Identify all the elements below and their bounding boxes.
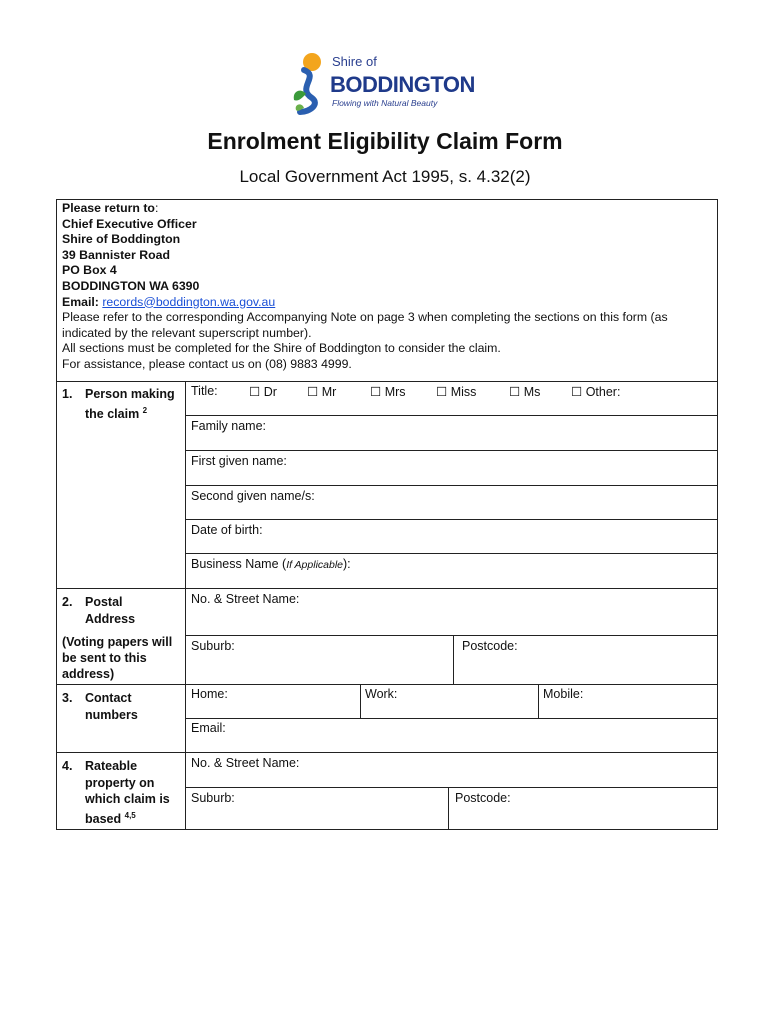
section-4-label: 4. Rateable property on which claim is based $^{4,5}$ bbox=[62, 759, 170, 826]
divider bbox=[56, 381, 718, 382]
title-checkbox-ms[interactable]: ☐ Ms bbox=[509, 385, 541, 399]
page-subtitle: Local Government Act 1995, s. 4.32(2) bbox=[239, 167, 531, 186]
property-street-field[interactable]: No. & Street Name: bbox=[191, 756, 300, 770]
divider bbox=[360, 684, 361, 718]
section-2-note: (Voting papers will be sent to this address) bbox=[62, 635, 173, 681]
return-label: Please return to bbox=[62, 201, 155, 215]
title-checkbox-dr[interactable]: ☐ Dr bbox=[249, 385, 277, 399]
return-line: Chief Executive Officer bbox=[62, 216, 197, 231]
divider bbox=[56, 684, 718, 685]
property-postcode-field[interactable]: Postcode: bbox=[455, 791, 511, 805]
divider bbox=[185, 519, 718, 520]
postal-street-field[interactable]: No. & Street Name: bbox=[191, 592, 300, 606]
divider bbox=[56, 752, 718, 753]
divider bbox=[185, 381, 186, 830]
business-name-field[interactable]: Business Name (If Applicable): bbox=[191, 557, 351, 571]
email-label: Email: bbox=[62, 294, 99, 309]
work-phone-field[interactable]: Work: bbox=[365, 687, 398, 701]
family-name-field[interactable]: Family name: bbox=[191, 419, 267, 433]
shire-logo bbox=[290, 50, 500, 118]
note-text: Please refer to the corresponding Accompanying Note on page 3 when completing the sections on this form (as indicated by the relevant superscript number). bbox=[62, 310, 668, 340]
return-line: Shire of Boddington bbox=[62, 232, 181, 247]
divider bbox=[56, 588, 718, 589]
divider bbox=[185, 485, 718, 486]
return-line: BODDINGTON WA 6390 bbox=[62, 278, 200, 293]
home-phone-field[interactable]: Home: bbox=[191, 687, 228, 701]
divider bbox=[185, 415, 718, 416]
return-line: PO Box 4 bbox=[62, 263, 117, 278]
second-name-field[interactable]: Second given name/s: bbox=[191, 489, 315, 503]
section-2-label: 2. Postal Address bbox=[62, 595, 136, 626]
postal-postcode-field[interactable]: Postcode: bbox=[462, 639, 518, 653]
dob-field[interactable]: Date of birth: bbox=[191, 523, 263, 537]
note-text: For assistance, please contact us on (08) 9883 4999. bbox=[62, 356, 352, 371]
logo-line2: BODDINGTON bbox=[330, 72, 475, 97]
return-line: 39 Bannister Road bbox=[62, 247, 170, 262]
postal-suburb-field[interactable]: Suburb: bbox=[191, 639, 235, 653]
title-checkbox-mr[interactable]: ☐ Mr bbox=[307, 385, 337, 399]
divider bbox=[185, 787, 718, 788]
title-checkbox-other[interactable]: ☐ Other: bbox=[571, 385, 621, 399]
title-checkbox-miss[interactable]: ☐ Miss bbox=[436, 385, 477, 399]
note-text: All sections must be completed for the Shire of Boddington to consider the claim. bbox=[62, 341, 501, 356]
mobile-phone-field[interactable]: Mobile: bbox=[543, 687, 584, 701]
page-title: Enrolment Eligibility Claim Form bbox=[207, 128, 563, 154]
email-field[interactable]: Email: bbox=[191, 721, 226, 735]
divider bbox=[185, 718, 718, 719]
divider bbox=[185, 450, 718, 451]
divider bbox=[453, 635, 454, 684]
divider bbox=[538, 684, 539, 718]
email-link[interactable]: records@boddington.wa.gov.au bbox=[102, 294, 276, 309]
logo-tagline: Flowing with Natural Beauty bbox=[332, 98, 438, 108]
return-block: Please return to: Chief Executive Officer Shire of Boddington 39 Bannister Road PO Box 4 BODDINGTON WA 6390 Email: records@boddington.wa.gov.au Please refer to the corresponding Accompanying Note on page 3 when completing the sections on this form (as indicated by the relevant superscript number). All sections must be completed for the Shire of Boddington to consider the claim. For assistance, please contact us on (08) 9883 4999. bbox=[62, 201, 712, 373]
first-name-field[interactable]: First given name: bbox=[191, 454, 287, 468]
property-suburb-field[interactable]: Suburb: bbox=[191, 791, 235, 805]
logo-line1: Shire of bbox=[332, 54, 377, 69]
section-1-label: 1. Person making the claim $^2$ bbox=[62, 387, 175, 421]
section-3-label: 3. Contact numbers bbox=[62, 691, 138, 722]
divider bbox=[448, 787, 449, 830]
title-label: Title: bbox=[191, 384, 218, 398]
title-checkbox-mrs[interactable]: ☐ Mrs bbox=[370, 385, 406, 399]
divider bbox=[185, 635, 718, 636]
divider bbox=[185, 553, 718, 554]
boddington-emblem-icon bbox=[290, 50, 330, 116]
